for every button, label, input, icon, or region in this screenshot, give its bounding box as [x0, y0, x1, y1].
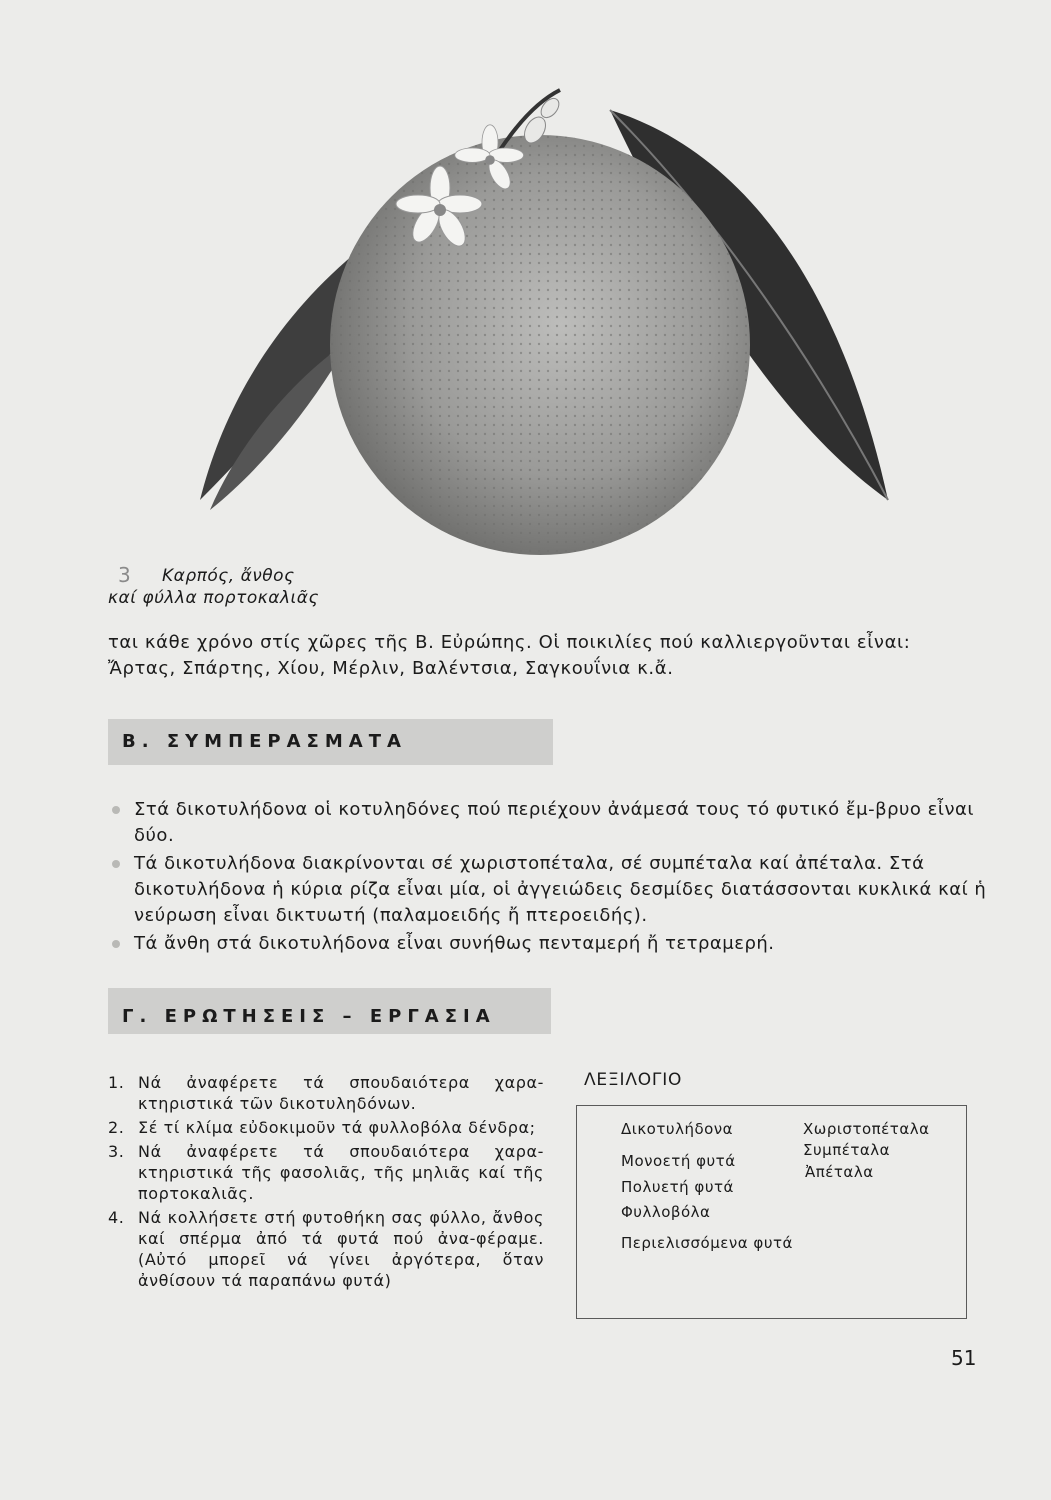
question-item: 3. Νά ἀναφέρετε τά σπουδαιότερα χαρα-κτηριστικά τῆς φασολιᾶς, τῆς μηλιᾶς καί τῆς πορτοκαλιᾶς.	[108, 1142, 544, 1203]
continuation-paragraph	[108, 630, 978, 682]
lexicon-title: ΛΕΞΙΛΟΓΙΟ	[584, 1070, 683, 1090]
lexicon-term: Μονοετή φυτά	[621, 1152, 736, 1170]
figure-number: 3	[118, 563, 131, 587]
page-number: 51	[951, 1346, 977, 1370]
conclusions-list	[108, 797, 988, 957]
lexicon-term: Φυλλοβόλα	[621, 1203, 711, 1221]
lexicon-term: Δικοτυλήδονα	[621, 1120, 734, 1138]
questions-list	[108, 1072, 544, 1294]
list-item: Τά ἄνθη στά δικοτυλήδονα εἶναι συνήθως πενταμερή ἤ τετραμερή.	[108, 931, 988, 957]
paragraph-line-1: ται κάθε χρόνο στίς χῶρες τῆς Β. Εὐρώπης. Οἱ ποικιλίες πού καλλιεργοῦνται εἶναι:	[108, 632, 911, 653]
paragraph-line-2: Ἄρτας, Σπάρτης, Χίου, Μέρλιν, Βαλέντσια, Σαγκουΐνια κ.ἄ.	[108, 658, 674, 679]
caption-line-1: Καρπός, ἄνθος	[162, 566, 295, 586]
bullet-icon	[112, 806, 120, 814]
lexicon-box	[576, 1105, 967, 1319]
section-b-title: Β. ΣΥΜΠΕΡΑΣΜΑΤΑ	[122, 731, 407, 752]
figure-caption	[108, 565, 319, 609]
section-c-title: Γ. ΕΡΩΤΗΣΕΙΣ – ΕΡΓΑΣΙΑ	[122, 1006, 496, 1027]
bullet-icon	[112, 860, 120, 868]
question-item: 2. Σέ τί κλίμα εὐδοκιμοῦν τά φυλλοβόλα δένδρα;	[108, 1118, 536, 1137]
bullet-icon	[112, 940, 120, 948]
lexicon-term: Συμπέταλα	[803, 1141, 891, 1159]
question-item: 4. Νά κολλήσετε στή φυτοθήκη σας φύλλο, ἄνθος καί σπέρμα ἀπό τά φυτά πού ἀνα-φέραμε. (Αὐτό μπορεῖ νά γίνει ἀργότερα, ὅταν ἀνθίσουν τά παραπάνω φυτά)	[108, 1208, 544, 1290]
lexicon-term: Ἀπέταλα	[805, 1163, 874, 1181]
caption-line-2: καί φύλλα πορτοκαλιᾶς	[108, 588, 319, 608]
lexicon-term: Πολυετή φυτά	[621, 1178, 734, 1196]
list-item: Τά δικοτυλήδονα διακρίνονται σέ χωριστοπέταλα, σέ συμπέταλα καί ἀπέταλα. Στά δικοτυλήδονα ἡ κύρια ρίζα εἶναι μία, οἱ ἀγγειώδεις δεσμίδες διατάσσονται κυκλικά καί ἡ νεύρωση εἶναι δικτυωτή (παλαμοειδής ἤ πτεροειδής).	[108, 851, 988, 929]
orange-texture	[330, 135, 750, 555]
orange-illustration	[140, 80, 900, 560]
question-item: 1. Νά ἀναφέρετε τά σπουδαιότερα χαρα-κτηριστικά τῶν δικοτυληδόνων.	[108, 1073, 544, 1113]
lexicon-term: Χωριστοπέταλα	[803, 1120, 930, 1138]
list-item: Στά δικοτυλήδονα οἱ κοτυληδόνες πού περιέχουν ἀνάμεσά τους τό φυτικό ἔμ-βρυο εἶναι δύο.	[108, 797, 988, 849]
lexicon-term: Περιελισσόμενα φυτά	[621, 1234, 793, 1252]
